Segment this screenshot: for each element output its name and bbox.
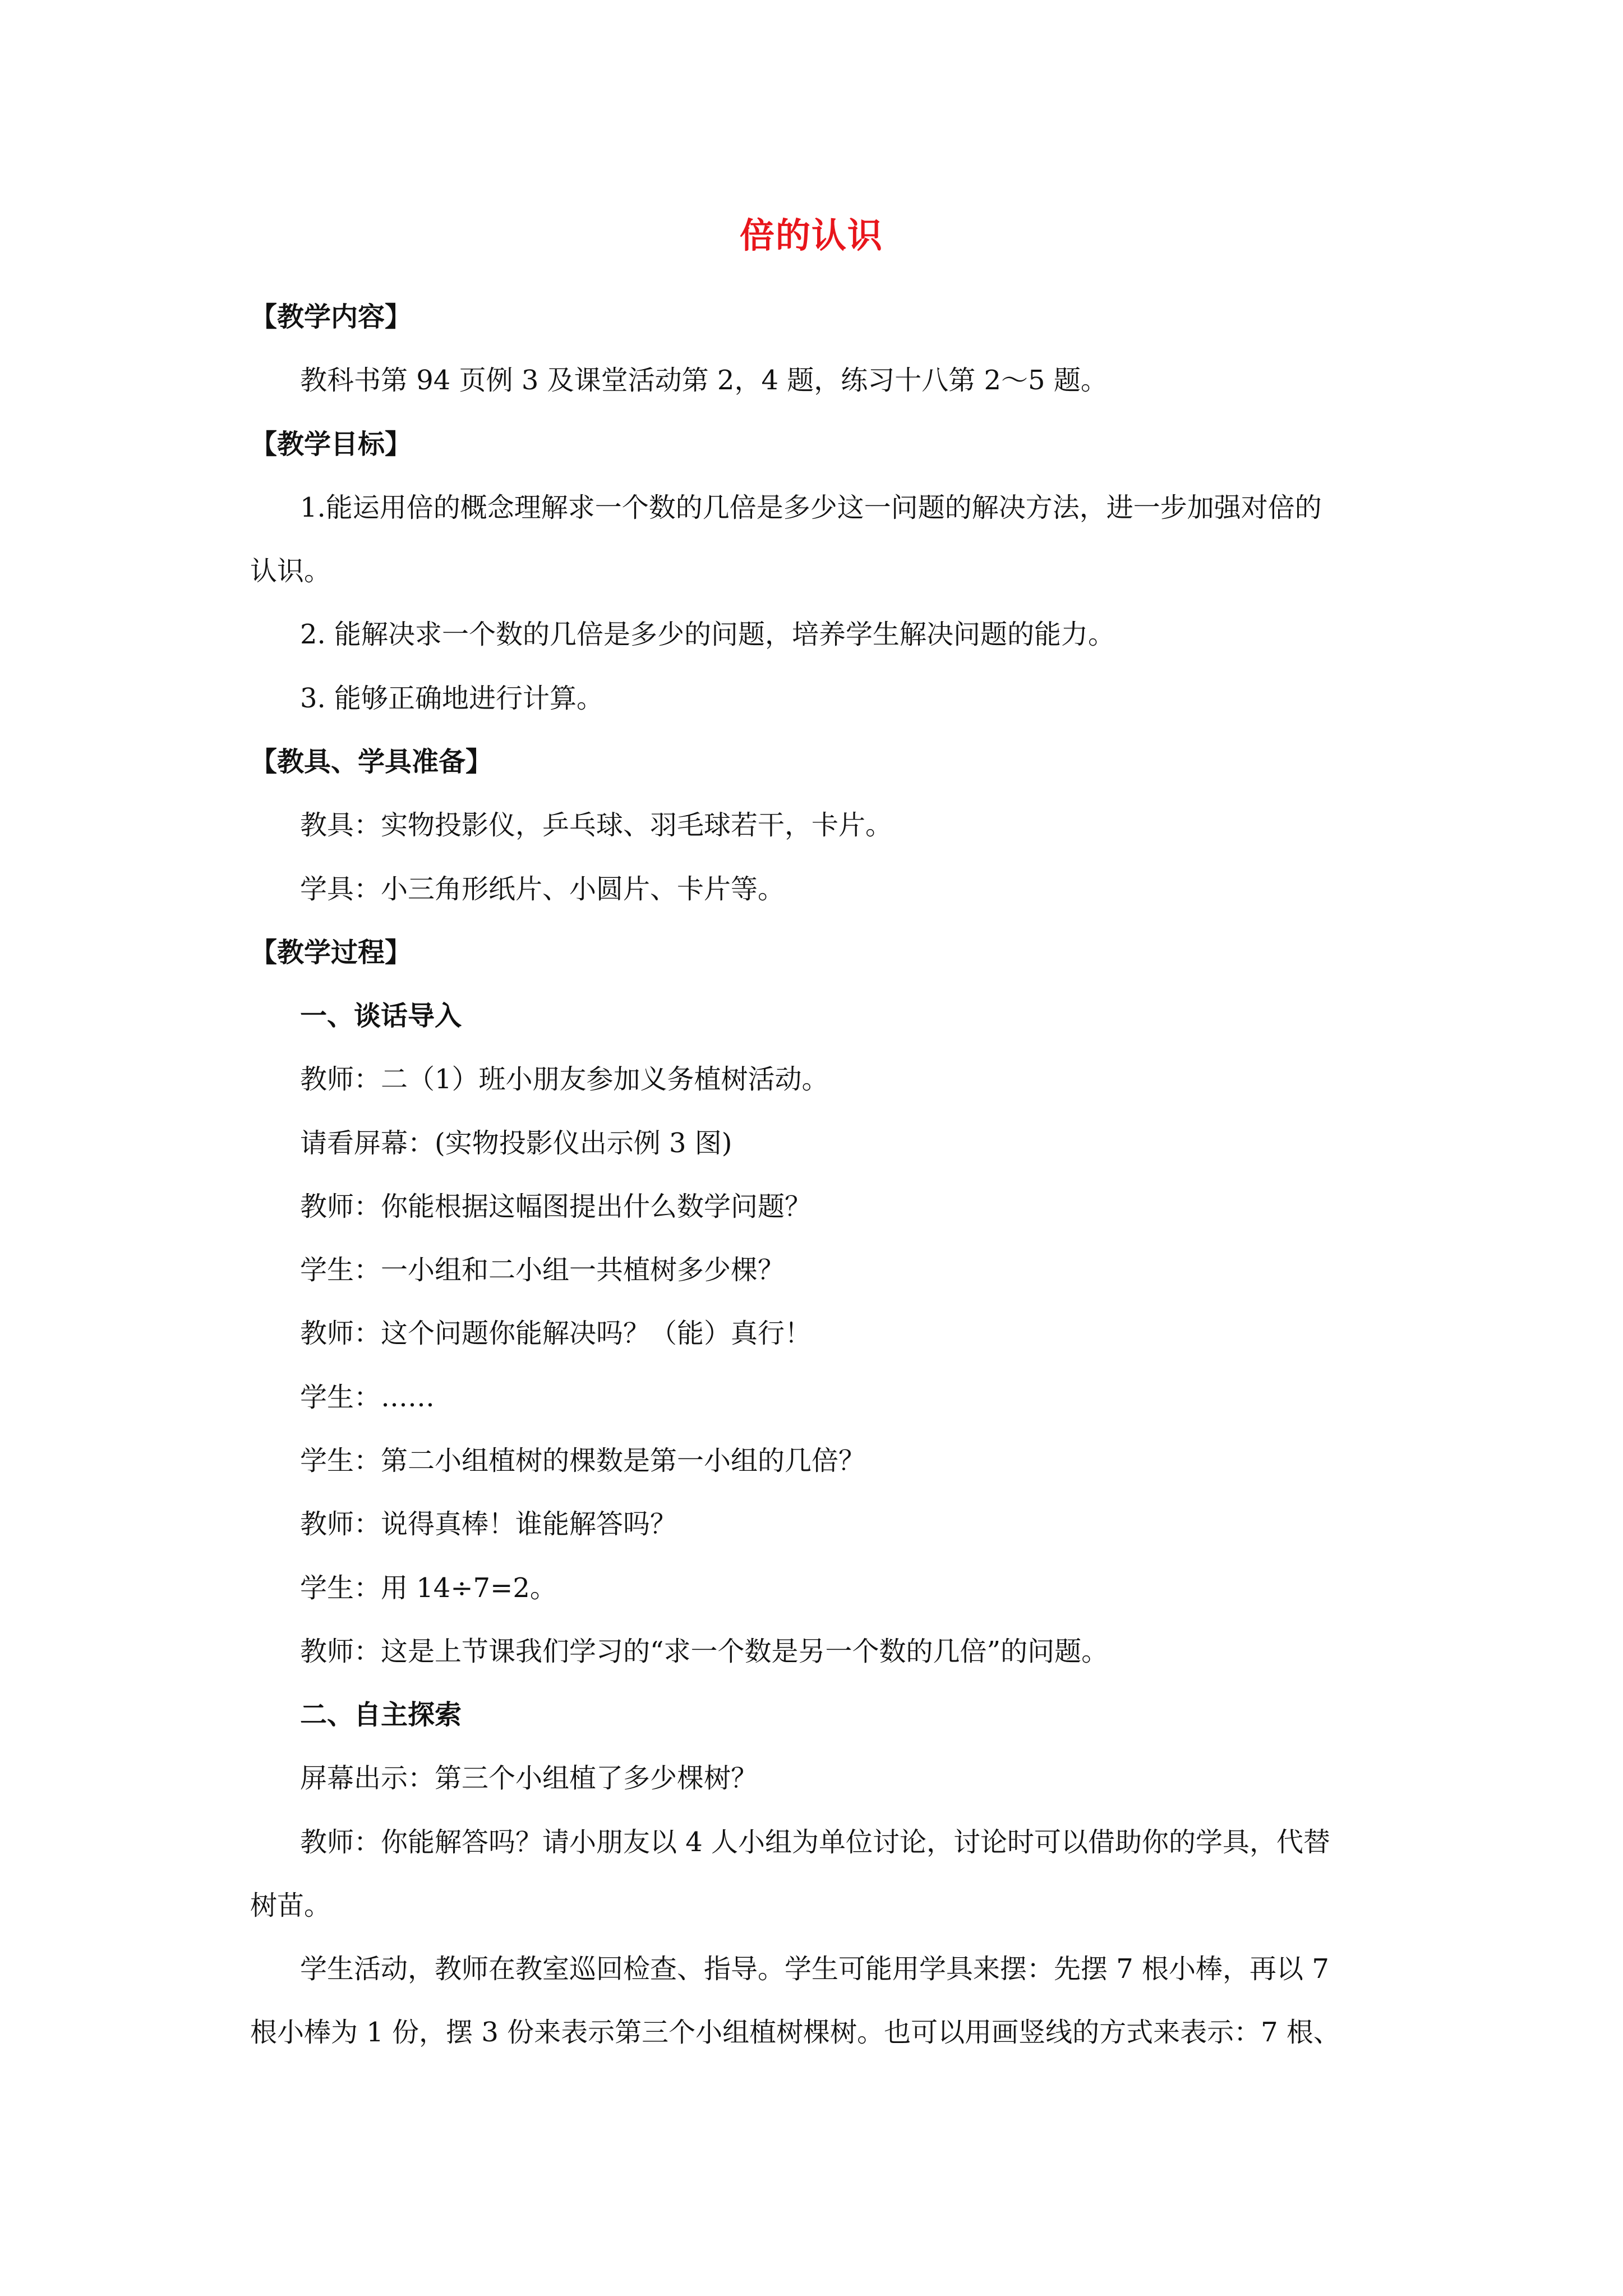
dialogue-line-8: 教师：说得真棒！谁能解答吗？ (300, 1508, 677, 1540)
explore-line-3b: 根小棒为 1 份，摆 3 份来表示第三个小组植树棵树。也可以用画竖线的方式来表示：7 根、 (250, 2017, 1340, 2048)
explore-line-1: 屏幕出示：第三个小组植了多少棵树？ (300, 1763, 758, 1794)
dialogue-line-10: 教师：这是上节课我们学习的“求一个数是另一个数的几倍”的问题。 (300, 1636, 1109, 1667)
tools-teacher: 教具：实物投影仪，乒乓球、羽毛球若干，卡片。 (300, 809, 893, 841)
document-title: 倍的认识 (739, 215, 883, 256)
heading-process: 【教学过程】 (250, 937, 412, 968)
heading-teaching-content: 【教学内容】 (250, 301, 412, 333)
dialogue-line-4: 学生：一小组和二小组一共植树多少棵？ (300, 1254, 785, 1286)
tools-student: 学具：小三角形纸片、小圆片、卡片等。 (300, 873, 785, 905)
heading-tools: 【教具、学具准备】 (250, 746, 493, 777)
goal-3: 3. 能够正确地进行计算。 (300, 683, 604, 714)
subheading-intro-talk: 一、谈话导入 (300, 1000, 462, 1032)
goal-1-line-2: 认识。 (250, 555, 331, 587)
dialogue-line-1: 教师：二（1）班小朋友参加义务植树活动。 (300, 1064, 829, 1095)
heading-teaching-goals: 【教学目标】 (250, 429, 412, 460)
explore-line-2b: 树苗。 (250, 1890, 331, 1921)
dialogue-line-9: 学生：用 14÷7=2。 (300, 1572, 557, 1604)
dialogue-line-6: 学生：…… (300, 1382, 435, 1413)
goal-1-line-1: 1.能运用倍的概念理解求一个数的几倍是多少这一问题的解决方法，进一步加强对倍的 (300, 492, 1322, 523)
explore-line-3a: 学生活动，教师在教室巡回检查、指导。学生可能用学具来摆：先摆 7 根小棒，再以 7 (300, 1953, 1329, 1985)
subheading-self-explore: 二、自主探索 (300, 1699, 462, 1731)
dialogue-line-7: 学生：第二小组植树的棵数是第一小组的几倍？ (300, 1445, 866, 1476)
goal-2: 2. 能解决求一个数的几倍是多少的问题，培养学生解决问题的能力。 (300, 619, 1115, 650)
dialogue-line-3: 教师：你能根据这幅图提出什么数学问题？ (300, 1191, 812, 1222)
dialogue-line-5: 教师：这个问题你能解决吗？（能）真行！ (300, 1318, 812, 1349)
explore-line-2a: 教师：你能解答吗？请小朋友以 4 人小组为单位讨论，讨论时可以借助你的学具，代替 (300, 1826, 1331, 1858)
dialogue-line-2: 请看屏幕：(实物投影仪出示例 3 图) (300, 1128, 732, 1159)
content-text: 教科书第 94 页例 3 及课堂活动第 2，4 题，练习十八第 2～5 题。 (300, 365, 1108, 396)
